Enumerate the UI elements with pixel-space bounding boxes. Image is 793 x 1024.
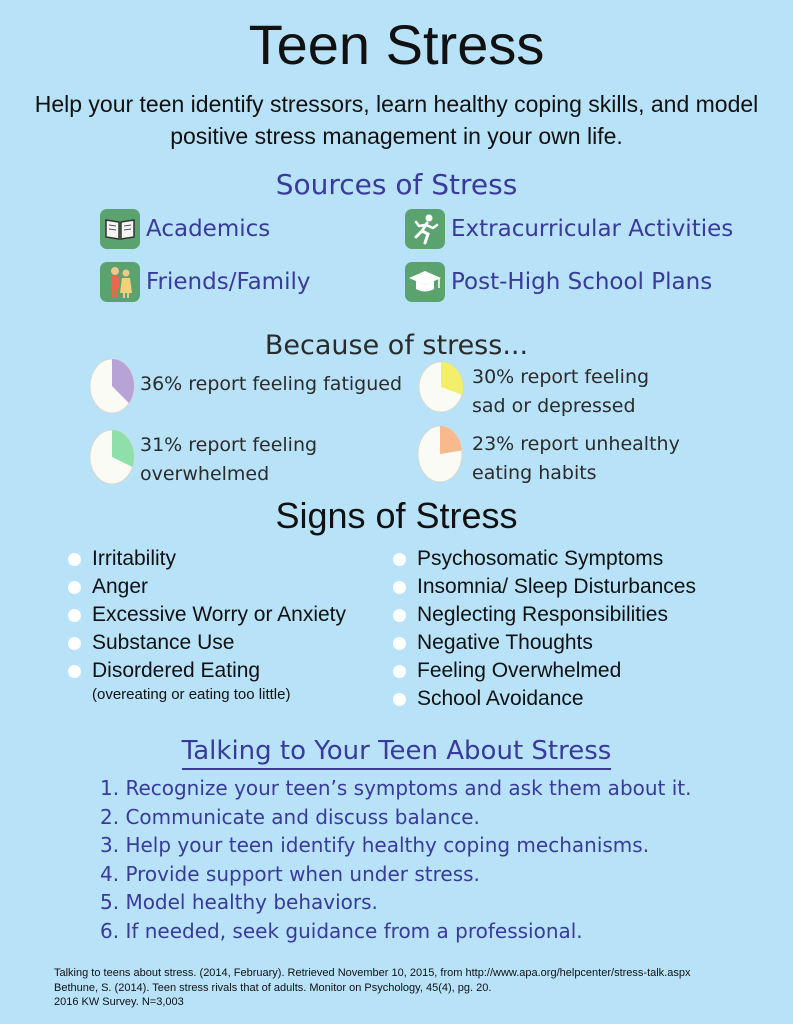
signs-list-left bbox=[68, 545, 388, 705]
talking-list bbox=[100, 774, 780, 945]
intro-text: Help your teen identify stressors, learn healthy coping skills, and model positive stress management in your own life. bbox=[34, 91, 759, 149]
bullet-icon bbox=[68, 553, 81, 566]
list-item: 4. Provide support when under stress. bbox=[100, 861, 480, 886]
list-item: Neglecting Responsibilities bbox=[393, 601, 773, 629]
source-post-high-school bbox=[405, 262, 712, 302]
bullet-icon bbox=[393, 553, 406, 566]
stat-line: 31% report feeling bbox=[140, 434, 318, 456]
bullet-icon bbox=[393, 665, 406, 678]
reference-line: Bethune, S. (2014). Teen stress rivals that of adults. Monitor on Psychology, 45(4), pg. 20. bbox=[54, 981, 492, 994]
bullet-icon bbox=[68, 665, 81, 678]
bullet-icon bbox=[68, 637, 81, 650]
list-item: Negative Thoughts bbox=[393, 629, 773, 657]
graduation-cap-icon bbox=[405, 262, 445, 302]
because-heading: Because of stress... bbox=[264, 330, 529, 361]
pie-chart-eating bbox=[416, 424, 464, 484]
stat-line: 30% report feeling bbox=[472, 366, 650, 388]
people-icon bbox=[100, 262, 140, 302]
stat-overwhelmed bbox=[140, 431, 317, 489]
page-title: Teen Stress bbox=[248, 13, 545, 76]
source-friends-family bbox=[100, 262, 310, 302]
stat-fatigued bbox=[140, 370, 402, 399]
list-item: Feeling Overwhelmed bbox=[393, 657, 773, 685]
signs-list-right bbox=[393, 545, 773, 713]
list-item: 5. Model healthy behaviors. bbox=[100, 890, 378, 914]
list-item: Psychosomatic Symptoms bbox=[393, 545, 773, 573]
source-academics bbox=[100, 209, 270, 249]
list-item: Insomnia/ Sleep Disturbances bbox=[393, 573, 773, 601]
talking-heading: Talking to Your Teen About Stress bbox=[0, 736, 793, 766]
list-item: Irritability bbox=[68, 545, 388, 573]
list-item: 6. If needed, seek guidance from a professional. bbox=[100, 918, 583, 943]
signs-heading: Signs of Stress bbox=[275, 495, 518, 536]
list-item: School Avoidance bbox=[393, 685, 773, 713]
source-label: Academics bbox=[146, 216, 271, 242]
bullet-icon bbox=[68, 609, 81, 622]
list-item: Excessive Worry or Anxiety bbox=[68, 601, 388, 629]
stat-line: overwhelmed bbox=[140, 463, 270, 485]
bullet-icon bbox=[393, 581, 406, 594]
source-label: Post-High School Plans bbox=[451, 269, 713, 295]
sources-heading: Sources of Stress bbox=[275, 168, 518, 201]
pie-chart-sad bbox=[417, 360, 465, 414]
list-item: Substance Use bbox=[68, 629, 388, 657]
bullet-icon bbox=[68, 581, 81, 594]
bullet-icon bbox=[393, 637, 406, 650]
bullet-icon bbox=[393, 609, 406, 622]
list-item: 1. Recognize your teen’s symptoms and ask them about it. bbox=[100, 776, 692, 800]
stat-line: 36% report feeling fatigued bbox=[140, 373, 403, 395]
reference-line: 2016 KW Survey. N=3,003 bbox=[54, 996, 184, 1008]
reference-line: Talking to teens about stress. (2014, February). Retrieved November 10, 2015, from http://www.apa.org/helpcenter/stress-talk.aspx bbox=[54, 967, 691, 979]
references bbox=[54, 966, 774, 1010]
stat-line: eating habits bbox=[472, 462, 597, 484]
stat-line: sad or depressed bbox=[472, 395, 636, 417]
list-item: Disordered Eating (overeating or eating too little) bbox=[68, 657, 388, 705]
source-label: Friends/Family bbox=[146, 269, 311, 295]
source-label: Extracurricular Activities bbox=[451, 216, 734, 242]
list-item-note: (overeating or eating too little) bbox=[92, 686, 291, 703]
pie-slice bbox=[440, 426, 462, 454]
list-item: 2. Communicate and discuss balance. bbox=[100, 804, 480, 829]
book-icon bbox=[100, 209, 140, 249]
runner-icon bbox=[405, 209, 445, 249]
stat-line: 23% report unhealthy bbox=[472, 433, 680, 455]
stat-sad-depressed bbox=[472, 363, 649, 421]
stat-eating-habits bbox=[472, 430, 680, 488]
list-item: Anger bbox=[68, 573, 388, 601]
list-item: 3. Help your teen identify healthy coping mechanisms. bbox=[100, 833, 650, 857]
source-extracurricular bbox=[405, 209, 733, 249]
bullet-icon bbox=[393, 693, 406, 706]
pie-chart-fatigued bbox=[88, 357, 136, 415]
pie-chart-overwhelmed bbox=[88, 428, 136, 486]
